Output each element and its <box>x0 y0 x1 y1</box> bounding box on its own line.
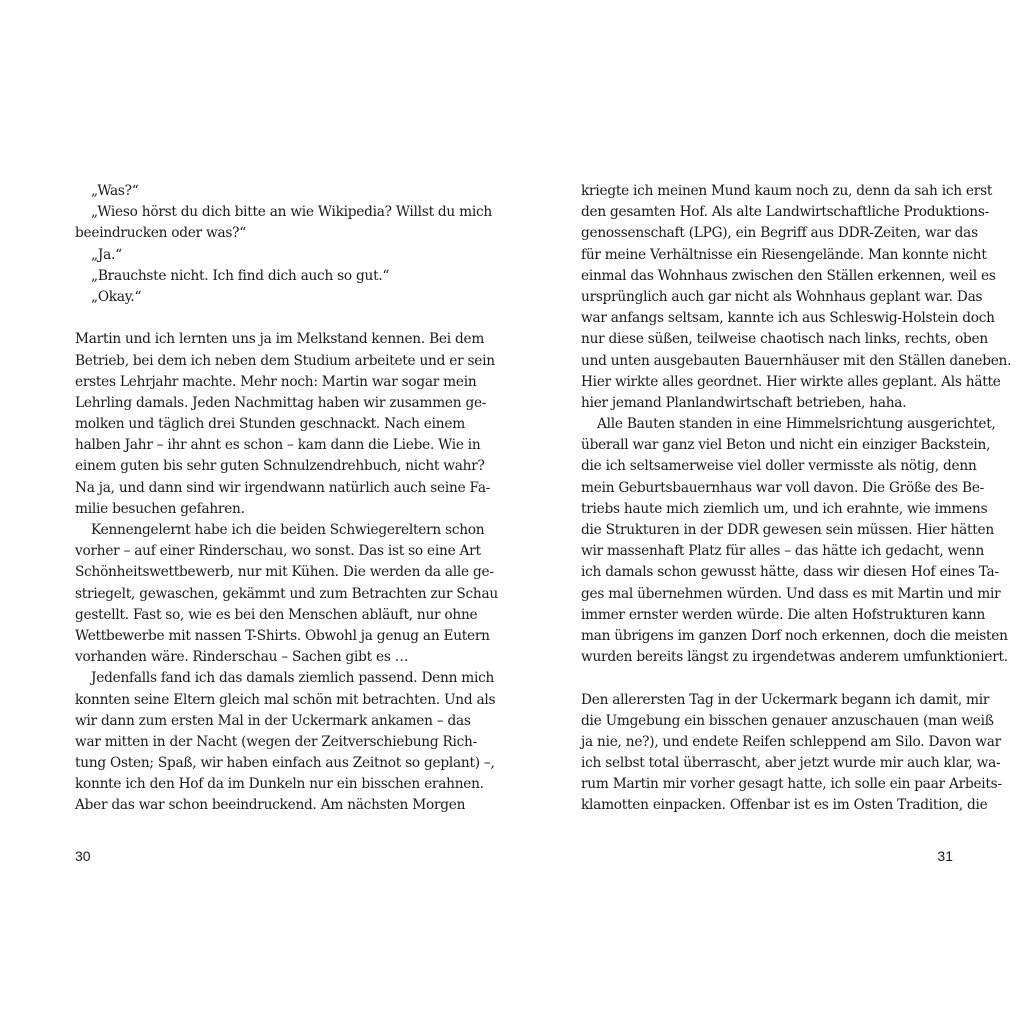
text-line: hier jemand Planlandwirtschaft betrieben, haha. <box>581 394 907 411</box>
text-line: wir dann zum ersten Mal in der Uckermark ankamen – das <box>75 712 471 729</box>
text-line: überall war ganz viel Beton und nicht ein einziger Backstein, <box>581 437 991 454</box>
text-line: Lehrling damals. Jeden Nachmittag haben wir zusammen ge- <box>75 394 487 411</box>
text-line: ich selbst total überrascht, aber jetzt wurde mir auch klar, wa- <box>581 755 1001 772</box>
text-line: klamotten einpacken. Offenbar ist es im Osten Tradition, die <box>581 797 988 814</box>
text-line: Martin und ich lernten uns ja im Melkstand kennen. Bei dem <box>75 331 485 348</box>
text-line: „Wieso hörst du dich bitte an wie Wikipedia? Willst du mich <box>91 204 492 221</box>
text-line: ursprünglich auch gar nicht als Wohnhaus geplant war. Das <box>581 288 983 305</box>
text-line: die Umgebung ein bisschen genauer anzuschauen (man weiß <box>581 712 994 729</box>
text-line: den gesamten Hof. Als alte Landwirtschaftliche Produktions- <box>581 204 989 221</box>
text-line: triebs haute mich ziemlich um, und ich erahnte, wie immens <box>581 500 988 517</box>
text-line: „Okay.“ <box>91 288 142 305</box>
text-line: und unten ausgebauten Bauernhäuser mit den Ställen daneben. <box>581 352 1012 369</box>
text-line: die ich seltsamerweise viel doller vermisste als nötig, denn <box>581 458 977 475</box>
text-line: mein Geburtsbauernhaus war voll davon. Die Größe des Be- <box>581 479 985 496</box>
text-line: wurden bereits längst zu irgendetwas anderem umfunktioniert. <box>581 649 1008 666</box>
page-number-right: 31 <box>937 848 953 864</box>
text-line: beeindrucken oder was?“ <box>75 225 246 242</box>
right-page-text <box>581 181 1012 817</box>
text-line: Alle Bauten standen in eine Himmelsrichtung ausgerichtet, <box>597 416 996 433</box>
text-line: halben Jahr – ihr ahnt es schon – kam dann die Liebe. Wie in <box>75 437 481 454</box>
text-line: nur diese süßen, teilweise chaotisch nach links, rechts, oben <box>581 331 988 348</box>
text-line: war mitten in der Nacht (wegen der Zeitverschiebung Rich- <box>75 733 477 750</box>
left-page-text <box>75 181 498 817</box>
paragraph-gap <box>75 308 447 329</box>
text-line: Schönheitswettbewerb, nur mit Kühen. Die werden da alle ge- <box>75 564 494 581</box>
text-line: einem guten bis sehr guten Schnulzendrehbuch, nicht wahr? <box>75 458 485 475</box>
text-line: konnten seine Eltern gleich mal schön mit betrachten. Und als <box>75 691 496 708</box>
text-line: „Was?“ <box>91 183 139 199</box>
text-line: ges mal übernehmen würden. Und dass es mit Martin und mir <box>581 585 1001 602</box>
text-line: „Brauchste nicht. Ich find dich auch so gut.“ <box>91 267 390 284</box>
text-line: kriegte ich meinen Mund kaum noch zu, denn da sah ich erst <box>581 183 993 199</box>
text-line: molken und täglich drei Stunden geschnackt. Nach einem <box>75 416 465 433</box>
text-line: war anfangs seltsam, kannte ich aus Schleswig-Holstein doch <box>581 310 995 327</box>
text-line: vorher – auf einer Rinderschau, wo sonst. Das ist so eine Art <box>75 543 481 560</box>
text-line: Kennengelernt habe ich die beiden Schwiegereltern schon <box>91 522 485 538</box>
text-line: man übrigens im ganzen Dorf noch erkennen, doch die meisten <box>581 627 1008 644</box>
text-line: tung Osten; Spaß, wir haben einfach aus Zeitnot so geplant) –, <box>75 755 495 772</box>
text-line: Betrieb, bei dem ich neben dem Studium arbeitete und er sein <box>75 352 495 369</box>
text-line: gestellt. Fast so, wie es bei den Menschen abläuft, nur ohne <box>75 606 478 623</box>
text-line: wir massenhaft Platz für alles – das hätte ich gedacht, wenn <box>581 543 985 560</box>
text-line: Wettbewerbe mit nassen T-Shirts. Obwohl ja genug an Eutern <box>75 627 490 644</box>
text-line: immer ernster werden würde. Die alten Hofstrukturen kann <box>581 606 986 623</box>
text-line: striegelt, gewaschen, gekämmt und zum Betrachten zur Schau <box>75 585 498 602</box>
text-line: Na ja, und dann sind wir irgendwann natürlich auch seine Fa- <box>75 479 491 496</box>
text-line: milie besuchen gefahren. <box>75 500 245 517</box>
text-line: ja nie, ne?), und endete Reifen schleppend am Silo. Davon war <box>581 733 1001 750</box>
text-line: für meine Verhältnisse ein Riesengelände. Man konnte nicht <box>581 246 987 263</box>
text-line: ich damals schon gewusst hätte, dass wir diesen Hof eines Ta- <box>581 564 999 581</box>
page-number-left: 30 <box>75 848 91 864</box>
text-line: genossenschaft (LPG), ein Begriff aus DDR-Zeiten, war das <box>581 225 978 242</box>
text-line: Jedenfalls fand ich das damals ziemlich passend. Denn mich <box>91 670 495 687</box>
text-line: Aber das war schon beeindruckend. Am nächsten Morgen <box>75 797 466 814</box>
paragraph-gap <box>581 668 953 689</box>
text-line: vorhanden wäre. Rinderschau – Sachen gibt es … <box>75 649 409 666</box>
text-line: rum Martin mir vorher gesagt hatte, ich solle ein paar Arbeits- <box>581 776 1002 793</box>
text-line: konnte ich den Hof da im Dunkeln nur ein bisschen erahnen. <box>75 776 484 793</box>
text-line: die Strukturen in der DDR gewesen sein müssen. Hier hätten <box>581 522 994 538</box>
right-page <box>512 0 1024 1024</box>
text-line: „Ja.“ <box>91 246 122 263</box>
text-line: einmal das Wohnhaus zwischen den Ställen erkennen, weil es <box>581 267 996 284</box>
text-line: erstes Lehrjahr machte. Mehr noch: Martin war sogar mein <box>75 373 477 390</box>
text-line: Den allerersten Tag in der Uckermark begann ich damit, mir <box>581 691 990 708</box>
text-line: Hier wirkte alles geordnet. Hier wirkte alles geplant. Als hätte <box>581 373 1001 390</box>
